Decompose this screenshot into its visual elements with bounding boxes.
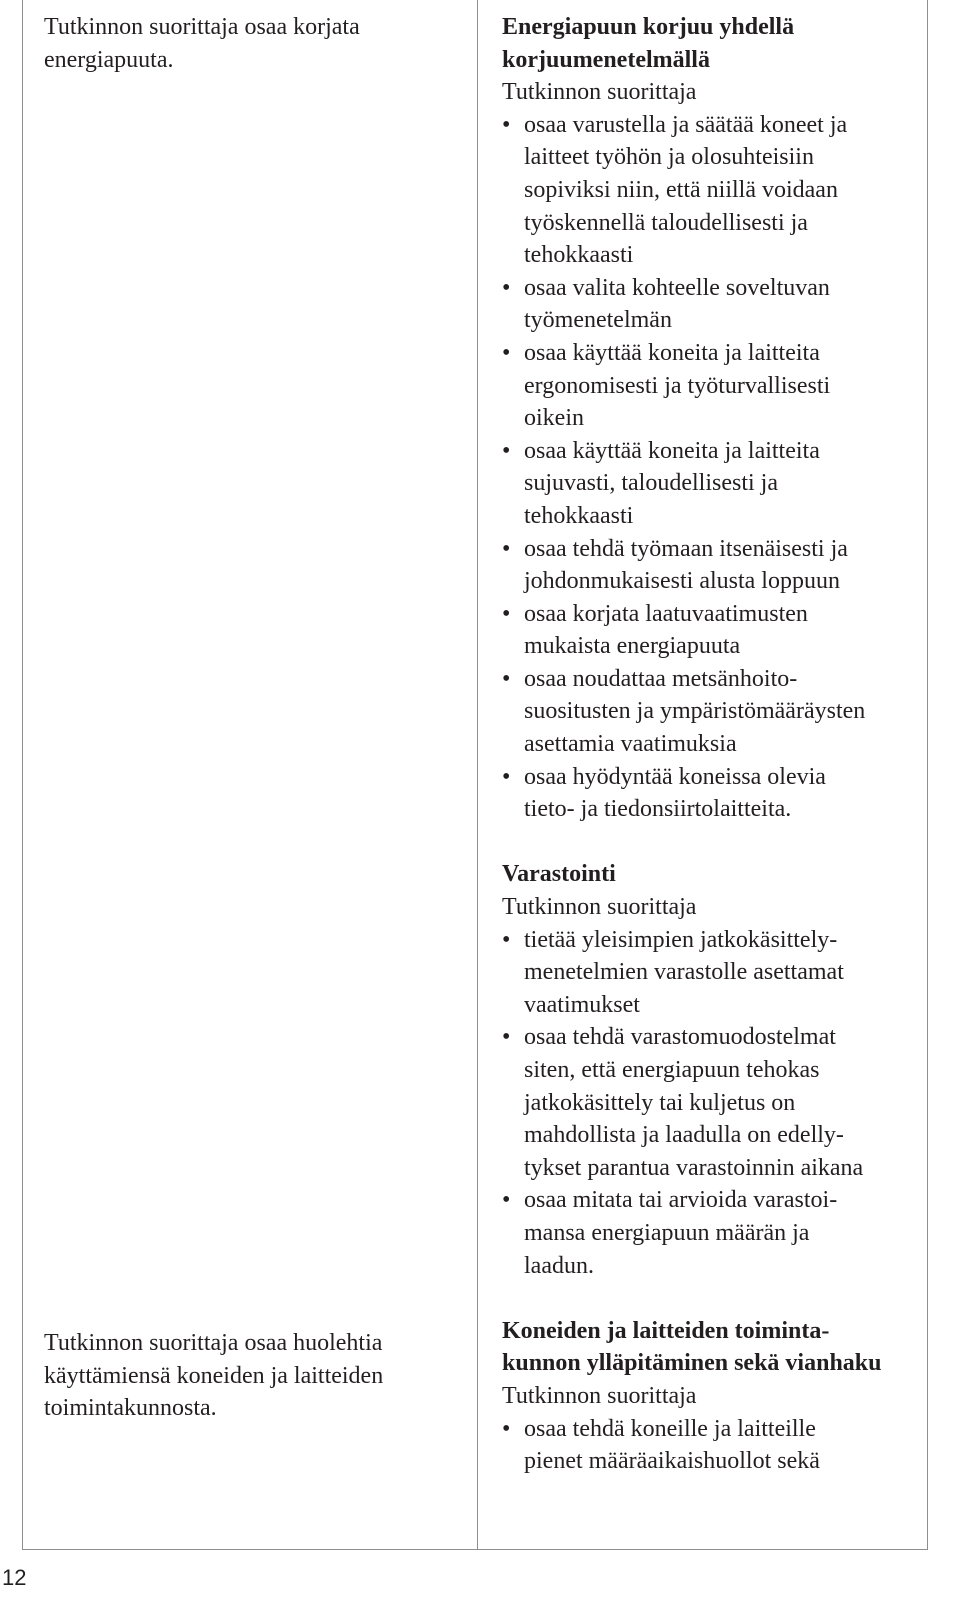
bullet-item-line: mukaista energiapuuta xyxy=(524,633,741,660)
bullet-item-line: pienet määräaikaishuollot sekä xyxy=(524,1448,820,1475)
bullet-item-line: tehokkaasti xyxy=(524,502,634,529)
bullet-item-line: siten, että energiapuun tehokas xyxy=(524,1057,820,1083)
bullet-list xyxy=(502,1413,922,1478)
section-subtitle: Tutkinnon suorittaja xyxy=(502,1382,697,1409)
bullet-item-line: jatkokäsittely tai kuljetus on xyxy=(524,1089,796,1116)
bullet-item xyxy=(502,1021,922,1184)
requirement-section xyxy=(502,11,922,826)
section-title-line: Energiapuun korjuu yhdellä xyxy=(502,14,795,40)
bullet-item-line: • osaa käyttää koneita ja laitteita xyxy=(524,437,820,464)
bullet-item xyxy=(502,435,922,533)
bullet-item-line: • osaa tehdä koneille ja laitteille xyxy=(524,1415,816,1442)
bullet-item-line: tieto- ja tiedonsiirtolaitteita. xyxy=(524,796,792,823)
bullet-item-line: • tietää yleisimpien jatkokäsittely- xyxy=(524,926,838,953)
section-title-line: korjuumenetelmällä xyxy=(502,46,710,73)
bullet-item-line: menetelmien varastolle asettamat xyxy=(524,959,844,986)
section-title xyxy=(502,1315,922,1380)
requirement-section xyxy=(502,1315,922,1478)
bullet-item xyxy=(502,337,922,435)
bullet-item xyxy=(502,272,922,337)
bullet-item xyxy=(502,924,922,1022)
bullet-item-line: työmenetelmän xyxy=(524,307,672,334)
section-title xyxy=(502,858,922,891)
bullet-list xyxy=(502,924,922,1283)
section-title-line: kunnon ylläpitäminen sekä vianhaku xyxy=(502,1350,882,1377)
bullet-item-line: sopiviksi niin, että niillä voidaan xyxy=(524,176,838,203)
bullet-item-line: • osaa noudattaa metsänhoito- xyxy=(524,665,798,692)
bullet-item-line: työskennellä taloudellisesti ja xyxy=(524,209,808,236)
bullet-item xyxy=(502,1184,922,1282)
column-divider xyxy=(477,0,478,1550)
requirement-section xyxy=(502,858,922,1282)
right-column xyxy=(502,11,922,1478)
bullet-item-line: • osaa tehdä työmaan itsenäisesti ja xyxy=(524,535,848,562)
bullet-item xyxy=(502,761,922,826)
bullet-item-line: • osaa korjata laatuvaatimusten xyxy=(524,600,808,627)
bullet-item-line: mahdollista ja laadulla on edelly- xyxy=(524,1122,844,1149)
bullet-item xyxy=(502,109,922,272)
bullet-item-line: • osaa varustella ja säätää koneet ja xyxy=(524,111,848,138)
section-title-line: Koneiden ja laitteiden toiminta- xyxy=(502,1317,830,1344)
bullet-item-line: oikein xyxy=(524,405,584,432)
bullet-item-line: asettamia vaatimuksia xyxy=(524,731,737,758)
bullet-item-line: • osaa käyttää koneita ja laitteita xyxy=(524,339,820,366)
bullet-item-line: • osaa valita kohteelle soveltuvan xyxy=(524,274,830,301)
bullet-item-line: mansa energiapuun määrän ja xyxy=(524,1219,810,1246)
section-subtitle: Tutkinnon suorittaja xyxy=(502,894,697,921)
bullet-item-line: ergonomisesti ja työturvallisesti xyxy=(524,372,831,399)
bullet-item xyxy=(502,598,922,663)
section-title xyxy=(502,11,922,76)
bullet-item-line: johdonmukaisesti alusta loppuun xyxy=(524,568,840,595)
left-cell-text-huolehtia: Tutkinnon suorittaja osaa huolehtia käyttämiensä koneiden ja laitteiden toimintakunnosta. xyxy=(44,1330,384,1422)
bullet-item-line: sujuvasti, taloudellisesti ja xyxy=(524,470,778,497)
bullet-item-line: • osaa hyödyntää koneissa olevia xyxy=(524,763,826,790)
bullet-item xyxy=(502,533,922,598)
bullet-item-line: tykset parantua varastoinnin aikana xyxy=(524,1154,864,1181)
bullet-item-line: • osaa mitata tai arvioida varastoi- xyxy=(524,1187,838,1214)
bullet-item-line: suositusten ja ympäristömääräysten xyxy=(524,698,866,725)
page-number: 12 xyxy=(2,1565,27,1590)
bullet-item xyxy=(502,663,922,761)
bullet-item-line: tehokkaasti xyxy=(524,242,634,269)
bullet-list xyxy=(502,109,922,826)
left-cell-text-korjata: Tutkinnon suorittaja osaa korjata energiapuuta. xyxy=(44,14,360,73)
bullet-item-line: • osaa tehdä varastomuodostelmat xyxy=(524,1024,836,1051)
bullet-item-line: laadun. xyxy=(524,1252,594,1279)
bullet-item-line: vaatimukset xyxy=(524,991,640,1018)
bullet-item-line: laitteet työhön ja olosuhteisiin xyxy=(524,144,814,171)
section-subtitle: Tutkinnon suorittaja xyxy=(502,79,697,106)
bullet-item xyxy=(502,1413,922,1478)
section-title-line: Varastointi xyxy=(502,861,616,888)
